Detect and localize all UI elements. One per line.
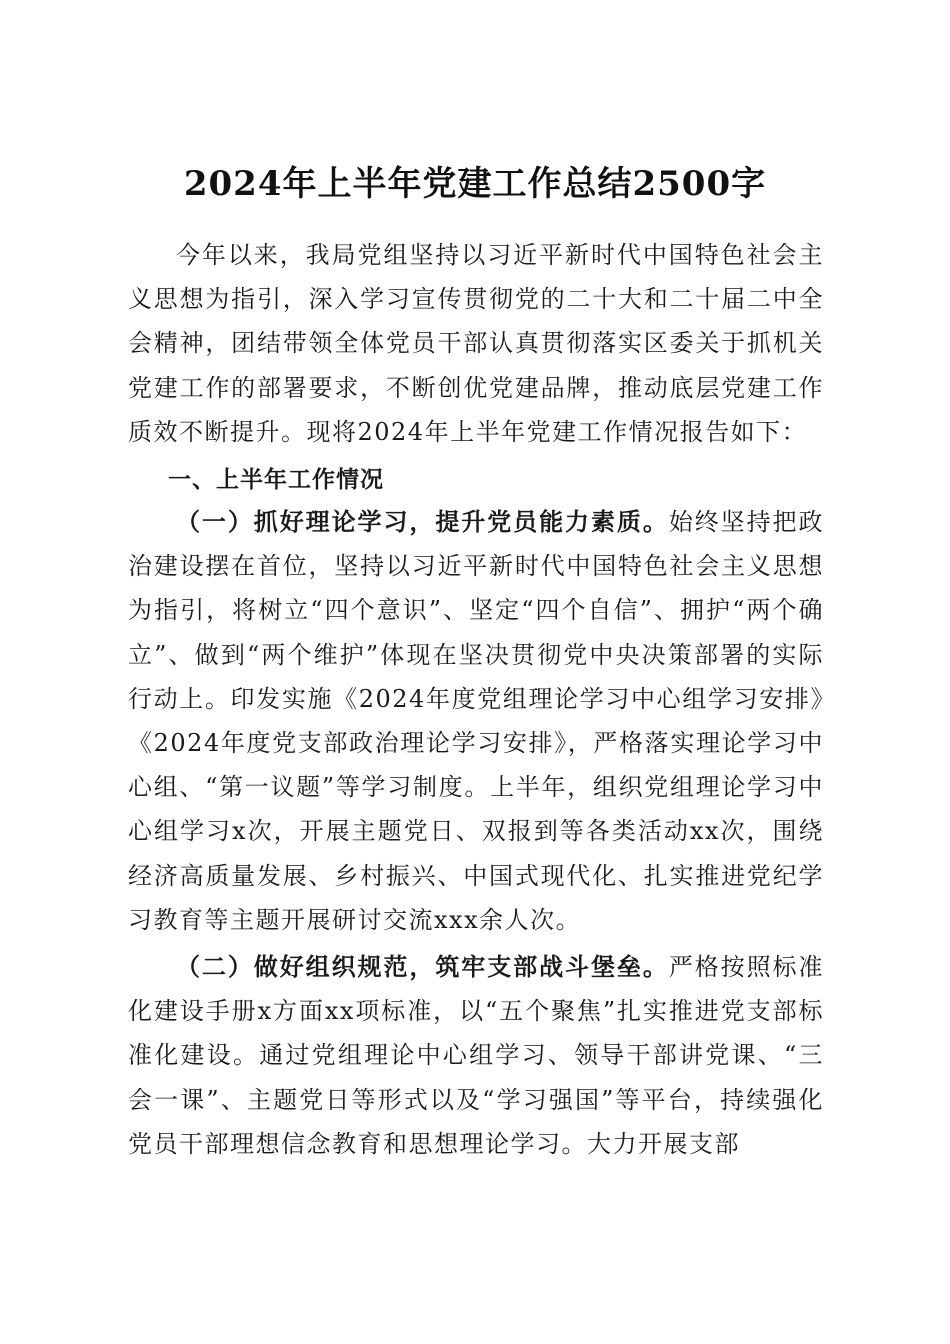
intro-text: 今年以来，我局党组坚持以习近平新时代中国特色社会主义思想为指引，深入学习宣传贯彻党的二十大和二十届二中全会精神，团结带领全体党员干部认真贯彻落实区委关于抓机关党建工作的部署要求，不断创优党建品牌，推动底层党建工作质效不断提升。现将2024年上半年党建工作情况报告如下： (128, 241, 824, 446)
item1-lead: （一）抓好理论学习，提升党员能力素质。 (176, 508, 669, 536)
item2-lead: （二）做好组织规范，筑牢支部战斗堡垒。 (176, 953, 669, 981)
section-heading-block (128, 458, 824, 502)
item2-paragraph (128, 945, 824, 1166)
item1-text: 始终坚持把政治建设摆在首位，坚持以习近平新时代中国特色社会主义思想为指引，将树立“四个意识”、坚定“四个自信”、拥护“两个确立”、做到“两个维护”体现在坚决贯彻党中央决策部署的实际行动上。印发实施《2024年度党组理论学习中心组学习安排》《2024年度党支部政治理论学习安排》，严格落实理论学习中心组、“第一议题”等学习制度。上半年，组织党组理论学习中心组学习x次，开展主题党日、双报到等各类活动xx次，围绕经济高质量发展、乡村振兴、中国式现代化、扎实推进党纪学习教育等主题开展研讨交流xxx余人次。 (128, 508, 824, 934)
item2-text: 严格按照标准化建设手册x方面xx项标准，以“五个聚焦”扎实推进党支部标准化建设。通过党组理论中心组学习、领导干部讲党课、“三会一课”、主题党日等形式以及“学习强国”等平台，持续强化党员干部理想信念教育和思想理论学习。大力开展支部 (128, 953, 824, 1158)
document-title: 2024年上半年党建工作总结2500字 (183, 163, 767, 204)
section-heading: 一、上半年工作情况 (168, 467, 384, 493)
item1-paragraph (128, 500, 824, 942)
intro-paragraph (128, 233, 824, 454)
